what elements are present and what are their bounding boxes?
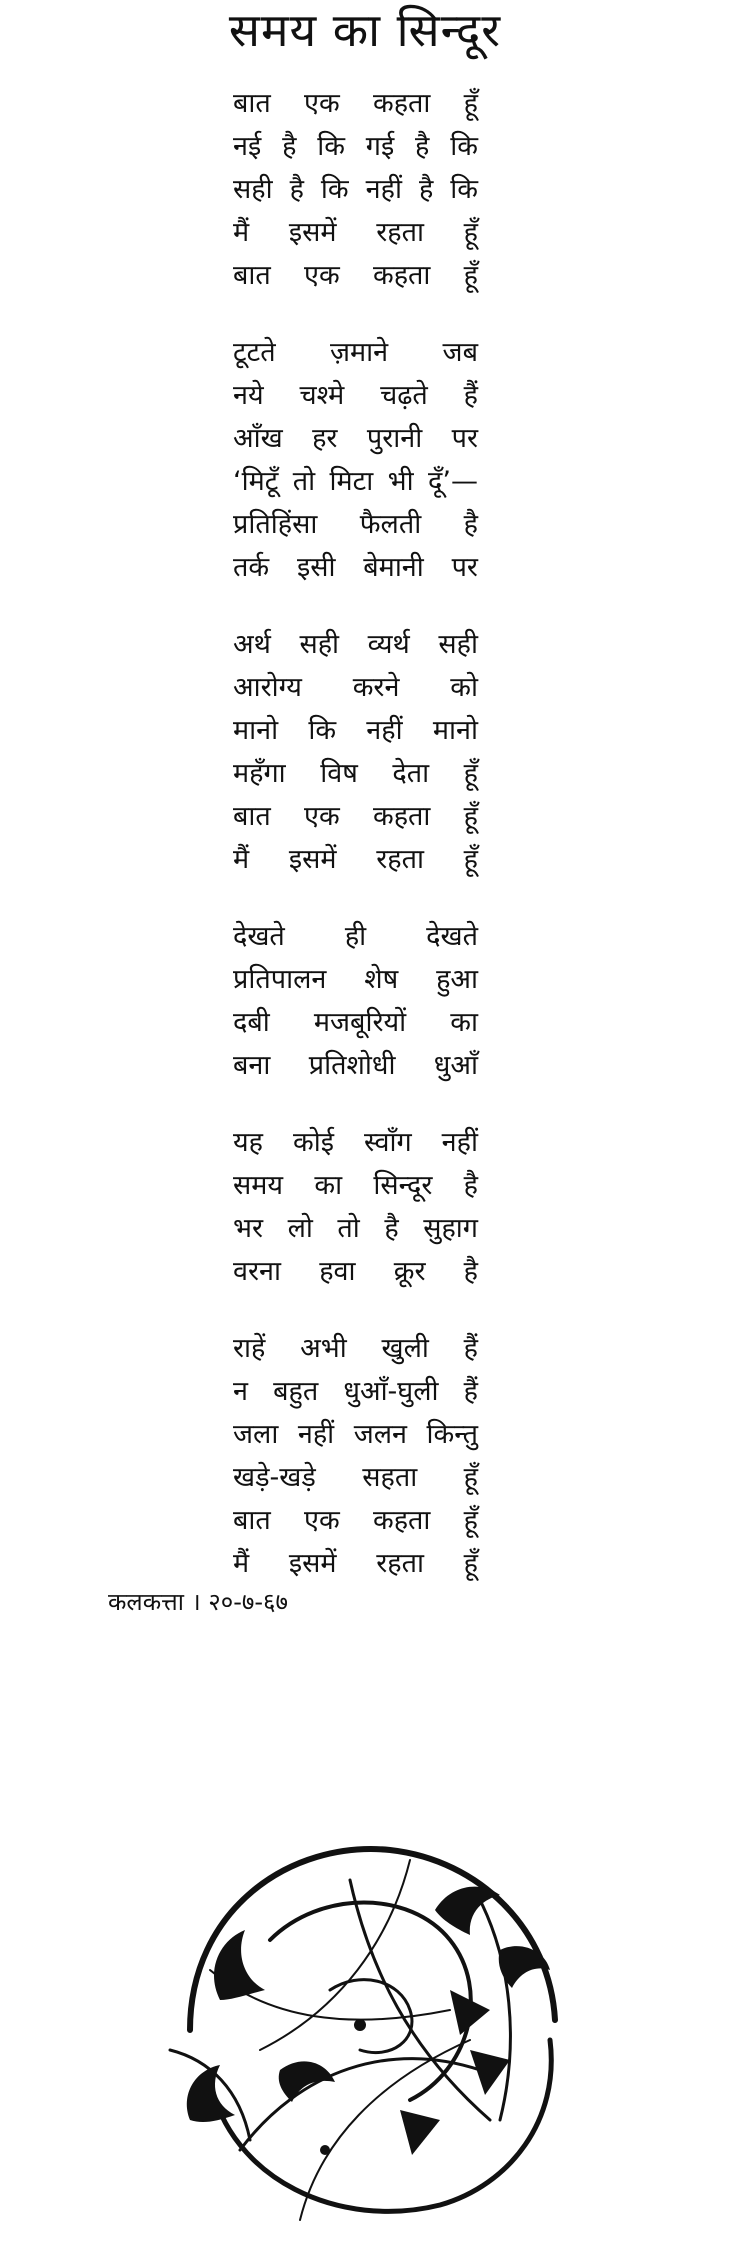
poem-word: अर्थ [233,629,271,660]
poem-word: ही [344,921,367,952]
poem-word: है [418,174,434,205]
poem-word: भी [387,466,414,497]
poem-word: बात [233,1505,271,1536]
place-and-date: कलकत्ता । २०-७-६७ [108,1588,289,1616]
poem-word: मजबूरियों [313,1007,407,1038]
poem-line [233,1250,478,1293]
poem-word: हूँ [463,758,478,789]
poem-word: चश्मे [299,380,345,411]
poem-word: करने [352,672,400,703]
stanza [233,331,478,589]
poem-word: एक [304,801,340,832]
poem-word: जलन [353,1419,408,1450]
poem-word: सही [299,629,340,660]
poem-word: हूँ [463,217,478,248]
poem-word: फैलती [359,509,422,540]
poem-word: रहता [376,844,424,875]
poem-word: बात [233,260,271,291]
poem-line [233,1207,478,1250]
poem-word: कहता [372,88,431,119]
poem-line [233,1044,478,1087]
poem-word: इसी [296,552,336,583]
poem-word: कोई [292,1127,334,1158]
poem-word: है [289,174,304,205]
poem-word: मानो [432,715,478,746]
poem-word: हूँ [463,844,478,875]
poem-word: लो [287,1213,313,1244]
poem-word: कि [317,131,345,162]
poem-word: समय [233,1170,284,1201]
poem-line [233,211,478,254]
poem-word: नई [233,131,262,162]
poem-word: पुरानी [366,423,423,454]
poem-word: इसमें [288,1548,337,1579]
poem-word: राहें [233,1333,266,1364]
poem-line [233,168,478,211]
poem-word: सिन्दूर [373,1170,433,1201]
poem-word: गई [365,131,395,162]
stanza [233,82,478,297]
poem-word: नहीं [441,1127,478,1158]
poem-word: एक [304,88,340,119]
poem-line [233,82,478,125]
poem-word: पर [451,423,478,454]
poem-line [233,1121,478,1164]
poem-line [233,1413,478,1456]
poem-line [233,1001,478,1044]
poem-line [233,838,478,881]
poem-word: हवा [319,1256,356,1287]
poem-word: न [233,1376,248,1407]
poem-word: को [450,672,478,703]
poem-line [233,374,478,417]
poem-word: कहता [372,260,431,291]
poem-word: है [463,1170,478,1201]
poem-word: बहुत [273,1376,319,1407]
poem-word: हूँ [463,260,478,291]
poem-word: नहीं [365,174,402,205]
poem-word: सही [233,174,273,205]
poem-word: प्रतिशोधी [308,1050,396,1081]
poem-word: मैं [233,217,250,248]
poem-word: दबी [233,1007,270,1038]
poem-word: है [463,509,478,540]
poem-word: सहता [362,1462,418,1493]
poem-word: देखते [233,921,285,952]
poem-word: बात [233,88,271,119]
poem-word: मानो [233,715,279,746]
stanza [233,915,478,1087]
poem-word: टूटते [233,337,276,368]
poem-word: क्रूर [393,1256,426,1287]
poem-word: ‘मिटूँ [233,466,279,497]
poem-line [233,1327,478,1370]
poem-word: एक [304,1505,340,1536]
poem-line [233,795,478,838]
poem-word: प्रतिपालन [233,964,327,995]
poem-word: हर [312,423,338,454]
poem-word: कि [450,131,478,162]
poem-word: आरोग्य [233,672,302,703]
poem-word: स्वाँग [363,1127,412,1158]
poem-word: भर [233,1213,264,1244]
poem-line [233,417,478,460]
poem-word: का [450,1007,478,1038]
poem-word: कि [320,174,349,205]
poem-word: खुली [381,1333,429,1364]
poem-line [233,958,478,1001]
poem-word: देता [392,758,430,789]
poem-word: जला [233,1419,279,1450]
poem-word: आँख [233,423,283,454]
poem-word: कहता [372,1505,431,1536]
poem-word: तो [292,466,316,497]
poem-word: कहता [372,801,431,832]
poem-word: किन्तु [426,1419,478,1450]
poem-word: दूँ’— [428,466,478,497]
poem-word: हूँ [463,1462,478,1493]
poem-line [233,1499,478,1542]
poem-word: हुआ [436,964,478,995]
poem-word: कि [308,715,337,746]
poem-word: रहता [376,1548,424,1579]
poem-line [233,1370,478,1413]
poem-word: महँगा [233,758,286,789]
poem-word: तो [337,1213,360,1244]
poem-line [233,709,478,752]
poem-line [233,1542,478,1585]
poem-word: है [384,1213,399,1244]
stanza [233,1327,478,1585]
poem-word: विष [320,758,358,789]
poem-word: सही [438,629,478,660]
poem-word: नये [233,380,264,411]
poem-word: का [314,1170,343,1201]
poem-line [233,546,478,589]
poem-word: बेमानी [363,552,424,583]
poem-title: समय का सिन्दूर [228,3,502,57]
poem-word: व्यर्थ [367,629,410,660]
poem-word: इसमें [288,217,337,248]
poem-word: मैं [233,844,250,875]
poem-word: जब [442,337,478,368]
poem-word: यह [233,1127,263,1158]
poem-line [233,125,478,168]
poem-line [233,460,478,503]
poem-word: हैं [463,380,478,411]
poem-word: है [463,1256,478,1287]
poem-word: ज़माने [329,337,389,368]
poem-line [233,1456,478,1499]
poem-word: हैं [463,1333,478,1364]
poem-line [233,1164,478,1207]
poem-word: धुआँ-घुली [343,1376,439,1407]
poem-word: हूँ [463,88,478,119]
abstract-swirl-ink-illustration-icon [150,1820,580,2240]
poem-word: धुआँ [433,1050,478,1081]
poem-word: हूँ [463,801,478,832]
poem-word: नहीं [297,1419,335,1450]
poem-word: नहीं [366,715,403,746]
poem-word: एक [304,260,340,291]
poem-word: सुहाग [423,1213,478,1244]
poem-word: शेष [364,964,399,995]
poem-word: बात [233,801,271,832]
poem-word: अभी [300,1333,347,1364]
poem-word: खड़े-खड़े [233,1462,316,1493]
poem-word: तर्क [233,552,270,583]
poem-word: वरना [233,1256,282,1287]
poem-word: कि [450,174,478,205]
poem-word: देखते [426,921,478,952]
poem-line [233,666,478,709]
poem-word: है [282,131,297,162]
poem-line [233,915,478,958]
poem-word: मैं [233,1548,250,1579]
poem-word: हूँ [463,1548,478,1579]
poem-word: रहता [376,217,424,248]
stanza [233,1121,478,1293]
poem-line [233,752,478,795]
poem-word: बना [233,1050,271,1081]
poem-line [233,331,478,374]
poem-word: है [415,131,430,162]
stanza [233,623,478,881]
poem-line [233,503,478,546]
poem-body [233,82,478,1619]
poem-word: हूँ [463,1505,478,1536]
poem-word: प्रतिहिंसा [233,509,318,540]
poem-word: इसमें [288,844,337,875]
poem-word: मिटा [329,466,374,497]
poem-word: पर [451,552,478,583]
poem-word: चढ़ते [380,380,428,411]
poem-line [233,623,478,666]
poem-line [233,254,478,297]
poem-word: हैं [463,1376,478,1407]
